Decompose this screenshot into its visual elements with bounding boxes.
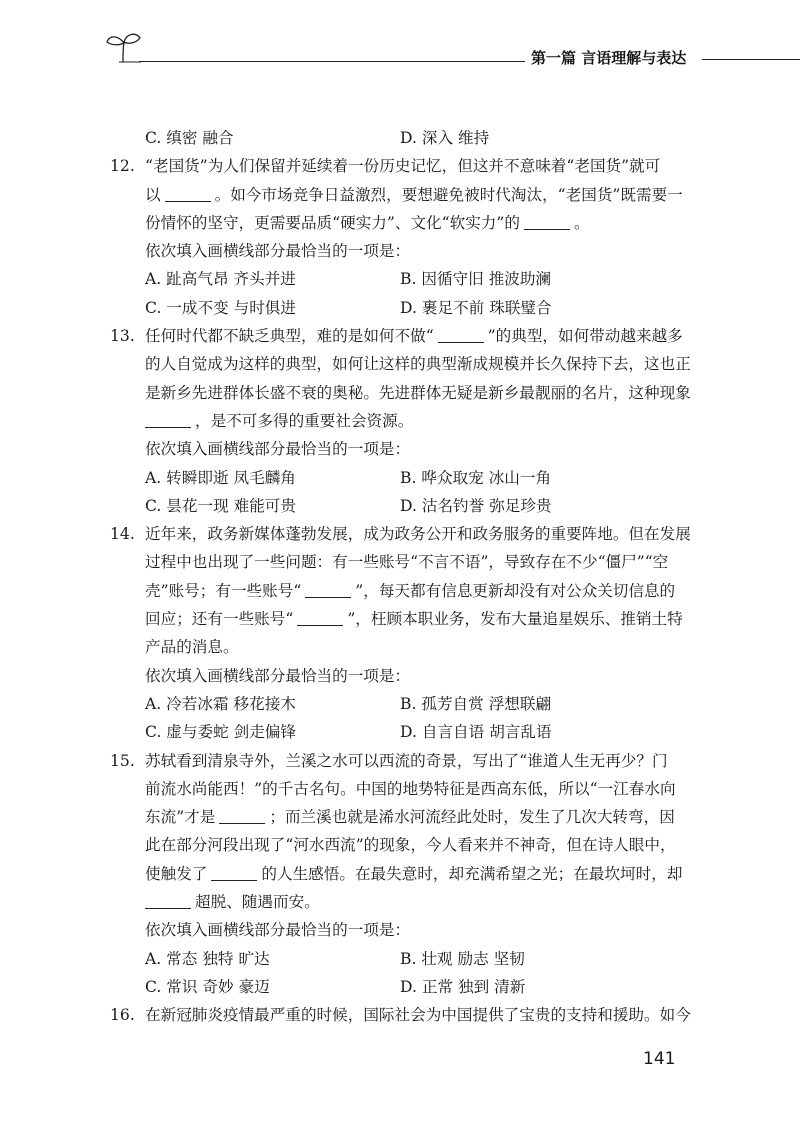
q14-option-d: D. 自言自语 胡言乱语: [400, 723, 552, 742]
q12-option-c: C. 一成不变 与时俱进: [145, 298, 296, 317]
q14-line-4: [110, 605, 695, 633]
q15-line-5: [110, 860, 695, 888]
q12-option-d: D. 裹足不前 珠联璧合: [400, 298, 552, 317]
q15-text: 苏轼看到清泉寺外，兰溪之水可以西流的奇景，写出了“谁道人生无再少？门: [145, 751, 668, 770]
q15-text: 使触发了: [145, 864, 208, 883]
page-body: [110, 124, 695, 1030]
answer-blank: [219, 807, 265, 824]
q11-option-c: C. 缜密 融合: [145, 129, 234, 147]
answer-blank: [145, 411, 191, 428]
q16-text: 在新冠肺炎疫情最严重的时候，国际社会为中国提供了宝贵的支持和援助。如今: [145, 1006, 691, 1025]
q15-option-a: A. 常态 独特 旷达: [145, 949, 270, 968]
q15-number: 15.: [110, 751, 135, 770]
q13-line-4: [110, 407, 695, 435]
q15-line-1: [110, 747, 695, 775]
q13-option-c: C. 昙花一现 难能可贵: [145, 496, 296, 515]
q12-prompt: 依次填入画横线部分最恰当的一项是：: [145, 242, 411, 261]
answer-blank: [211, 864, 257, 881]
q14-line-2: 过程中也出现了一些问题：有一些账号“不言不语”，导致存在不少“僵尸”“空: [145, 553, 669, 572]
q12-text: 。如今市场竞争日益激烈，要想避免被时代淘汰，“老国货”既需要一: [214, 185, 683, 204]
q12-options-cd: [110, 294, 695, 322]
q12-text: “老国货”为人们保留并延续着一份历史记忆，但这并不意味着“老国货”就可: [145, 157, 661, 176]
q16-number: 16.: [110, 1006, 135, 1025]
q15-prompt: 依次填入画横线部分最恰当的一项是：: [145, 921, 411, 940]
q14-text: ”，每天都有信息更新却没有对公众关切信息的: [355, 581, 676, 600]
answer-blank: [305, 581, 351, 598]
q16-line-1: [110, 1001, 695, 1029]
q14-number: 14.: [110, 525, 135, 544]
q15-line-4: 此在部分河段出现了“河水西流”的现象，今人看来并不神奇，但在诗人眼中，: [145, 836, 676, 855]
q13-option-a: A. 转瞬即逝 凤毛麟角: [145, 468, 296, 487]
q14-text: 回应；还有一些账号“: [145, 610, 294, 629]
q13-line-3: 是新乡先进群体长盛不衰的奥秘。先进群体无疑是新乡最靓丽的名片，这种现象: [145, 383, 691, 402]
q12-line-1: [110, 152, 695, 180]
q15-line-2: 前流水尚能西！”的千古名句。中国的地势特征是西高东低，所以“一江春水向: [145, 779, 676, 798]
q14-option-a: A. 冷若冰霜 移花接木: [145, 694, 296, 713]
q13-options-cd: [110, 492, 695, 520]
q12-options-ab: [110, 265, 695, 293]
q14-line-1: [110, 520, 695, 548]
answer-blank: [297, 609, 343, 626]
q15-line-3: [110, 803, 695, 831]
q12-option-a: A. 趾高气昂 齐头并进: [145, 270, 296, 289]
q14-text: ”，枉顾本职业务，发布大量追星娱乐、推销土特: [347, 610, 683, 629]
q12-text: 。: [573, 213, 590, 232]
q13-text: ，是不可多得的重要社会资源。: [195, 411, 414, 430]
q13-number: 13.: [110, 327, 135, 346]
q15-text: ；而兰溪也就是浠水河流经此处时，发生了几次大转弯，因: [269, 808, 675, 827]
q13-option-b: B. 哗众取宠 冰山一角: [400, 468, 552, 487]
q14-text: 壳”账号；有一些账号“: [145, 581, 302, 600]
q12-text: 以: [145, 185, 161, 204]
q13-prompt: 依次填入画横线部分最恰当的一项是：: [145, 440, 411, 459]
q14-text: 近年来，政务新媒体蓬勃发展，成为政务公开和政务服务的重要阵地。但在发展: [145, 525, 691, 544]
header-rule-left: [139, 61, 525, 62]
answer-blank: [145, 892, 191, 909]
q12-text: 份情怀的坚守，更需要品质“硬实力”、文化“软实力”的: [145, 213, 520, 232]
answer-blank: [438, 326, 484, 343]
q13-option-d: D. 沽名钓誉 弥足珍贵: [400, 496, 552, 515]
q14-prompt: 依次填入画横线部分最恰当的一项是：: [145, 666, 411, 685]
q14-line-3: [110, 577, 695, 605]
q15-text: 东流”才是: [145, 808, 216, 827]
q15-options-cd: [110, 973, 695, 1001]
q13-text: 任何时代都不缺乏典型，难的是如何不做“: [145, 327, 434, 346]
q15-option-d: D. 正常 独到 清新: [400, 977, 526, 996]
q12-line-3: [110, 209, 695, 237]
q14-options-cd: [110, 718, 695, 746]
q15-option-c: C. 常识 奇妙 豪迈: [145, 977, 270, 996]
q15-line-6: [110, 888, 695, 916]
q13-options-ab: [110, 464, 695, 492]
q14-option-b: B. 孤芳自赏 浮想联翩: [400, 694, 552, 713]
q11-option-d: D. 深入 维持: [400, 129, 490, 147]
header-rule-right: [702, 59, 800, 60]
q15-text: 超脱、随遇而安。: [195, 893, 320, 912]
section-title: 第一篇 言语理解与表达: [531, 49, 687, 67]
q13-line-1: [110, 322, 695, 350]
q15-text: 的人生感悟。在最失意时，却充满希望之光；在最坎坷时，却: [261, 864, 683, 883]
q15-options-ab: [110, 945, 695, 973]
q14-line-5: 产品的消息。: [145, 638, 239, 657]
q14-option-c: C. 虚与委蛇 剑走偏锋: [145, 723, 296, 742]
page-number: 141: [643, 1049, 676, 1069]
q13-text: ”的典型，如何带动越来越多: [487, 327, 683, 346]
q12-number: 12.: [110, 157, 135, 176]
q14-options-ab: [110, 690, 695, 718]
answer-blank: [524, 213, 570, 230]
answer-blank: [165, 185, 211, 202]
q12-option-b: B. 因循守旧 推波助澜: [400, 270, 552, 289]
q13-line-2: 的人自觉成为这样的典型，如何让这样的典型渐成规模并长久保持下去，这也正: [145, 355, 691, 374]
q12-line-2: [110, 181, 695, 209]
q15-option-b: B. 壮观 励志 坚韧: [400, 949, 525, 968]
page-header: [105, 30, 705, 70]
q11-options-cd: [110, 124, 695, 152]
